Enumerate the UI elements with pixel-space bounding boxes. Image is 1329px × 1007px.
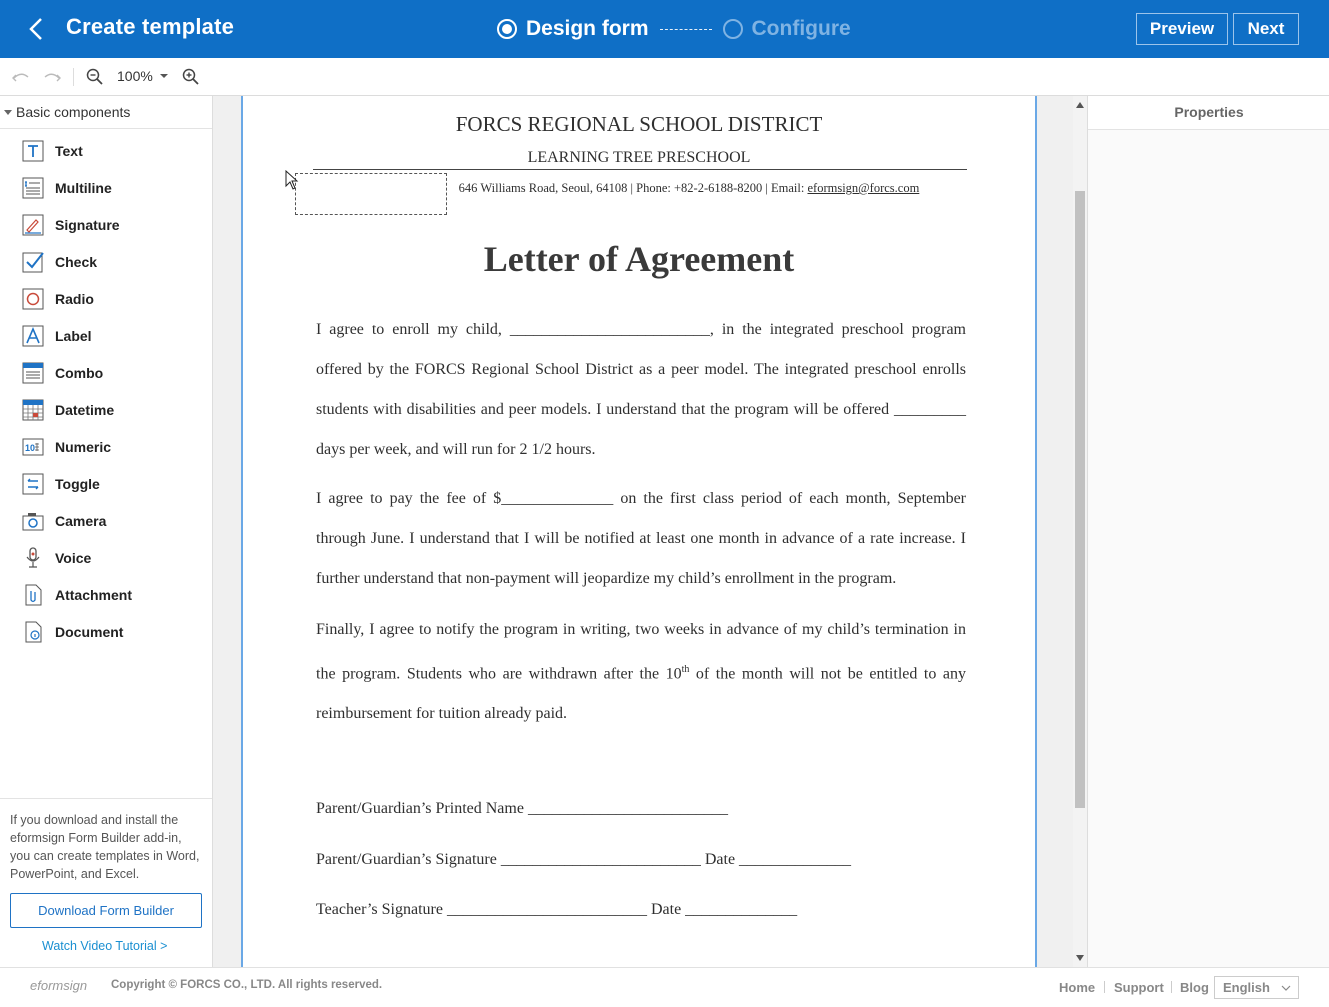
component-signature[interactable]: [0, 207, 212, 244]
components-panel: [0, 96, 213, 967]
component-label: Combo: [55, 365, 104, 381]
component-attachment[interactable]: [0, 577, 212, 614]
component-combo[interactable]: [0, 355, 212, 392]
component-radio[interactable]: [0, 281, 212, 318]
language-select[interactable]: [1214, 976, 1299, 999]
download-form-builder-button[interactable]: Download Form Builder: [10, 893, 202, 928]
zoom-out-icon[interactable]: [85, 67, 105, 87]
parent-signature-line: Parent/Guardian’s Signature _________________________ Date ______________: [316, 851, 852, 868]
step-design-form[interactable]: [497, 17, 649, 41]
back-arrow-icon[interactable]: [24, 15, 50, 43]
document-school-name: LEARNING TREE PRESCHOOL: [527, 149, 751, 166]
step-label: Configure: [751, 17, 851, 40]
multiline-icon: [21, 176, 45, 200]
undo-icon[interactable]: [11, 67, 31, 87]
canvas-scrollbar[interactable]: [1073, 96, 1087, 967]
component-document[interactable]: [0, 614, 212, 651]
editor-toolbar: [0, 58, 1329, 96]
step-divider: [660, 29, 712, 30]
text-field-icon: [21, 139, 45, 163]
document-title: Letter of Agreement: [483, 239, 795, 279]
address-text: 646 Williams Road, Seoul, 64108 | Phone: +82-2-6188-8200 | Email:: [458, 181, 808, 195]
footer-divider: [1171, 981, 1172, 993]
app-header: [0, 0, 1329, 58]
numeric-icon: [21, 435, 45, 459]
step-indicator: [497, 14, 851, 44]
home-link[interactable]: Home: [1059, 980, 1096, 995]
component-label: Signature: [55, 217, 120, 233]
page-title: Create template: [66, 14, 235, 39]
paragraph-text: of the month will not be entitled to any reimbursement for tuition already paid.: [316, 665, 967, 723]
support-link[interactable]: Support: [1114, 980, 1164, 995]
paragraph-fee: I agree to pay the fee of $______________ on the first class period of each month, September through June. I understand that I will be notified at least one month in advance of a rate increase. I further understand that non-payment will jeopardize my child’s enrollment in the program.: [316, 490, 966, 587]
radio-icon: [21, 287, 45, 311]
form-builder-promo: [0, 798, 212, 967]
component-camera[interactable]: [0, 503, 212, 540]
component-label: Voice: [55, 550, 92, 566]
component-label[interactable]: [0, 318, 212, 355]
paperclip-icon: [21, 583, 45, 607]
language-value: English: [1223, 980, 1270, 995]
svg-text:10: 10: [25, 443, 36, 453]
app-footer: [0, 967, 1329, 1007]
signature-icon: [21, 213, 45, 237]
preview-button[interactable]: Preview: [1136, 13, 1228, 45]
properties-panel: [1087, 96, 1329, 967]
zoom-level[interactable]: 100%: [117, 68, 153, 84]
component-label: Multiline: [55, 180, 112, 196]
label-icon: [21, 324, 45, 348]
section-title: Basic components: [16, 104, 131, 120]
eformsign-logo: eformsign: [30, 978, 88, 993]
combo-icon: [21, 361, 45, 385]
component-numeric[interactable]: [0, 429, 212, 466]
component-text[interactable]: [0, 133, 212, 170]
email-link: eformsign@forcs.com: [807, 181, 920, 195]
watch-video-tutorial-link[interactable]: Watch Video Tutorial >: [42, 939, 168, 953]
component-label: Numeric: [55, 439, 112, 455]
component-label: Radio: [55, 291, 94, 307]
camera-icon: [21, 509, 45, 533]
scroll-up-icon[interactable]: [1076, 102, 1084, 108]
basic-components-header[interactable]: [0, 96, 212, 129]
next-button[interactable]: Next: [1233, 13, 1299, 45]
component-label: Text: [55, 143, 83, 159]
component-check[interactable]: [0, 244, 212, 281]
document-page[interactable]: [241, 96, 1037, 967]
blog-link[interactable]: Blog: [1180, 980, 1209, 995]
chevron-down-icon: [1281, 984, 1291, 992]
component-label: Toggle: [55, 476, 100, 492]
header-rule: [313, 169, 967, 170]
copyright-text: Copyright © FORCS CO., LTD. All rights reserved.: [111, 979, 383, 991]
redo-icon[interactable]: [42, 67, 62, 87]
component-label: Datetime: [55, 402, 115, 418]
component-label: Attachment: [55, 587, 133, 603]
paragraph-enrollment: I agree to enroll my child, _________________________, in the integrated preschool program offered by the FORCS Regional School District as a peer model. The integrated preschool enrolls students with disabilities and peer models. I understand that the program will be offered _________ days per week, and will run for 2 1/2 hours.: [316, 321, 966, 458]
printed-name-line: Parent/Guardian’s Printed Name _________________________: [316, 800, 728, 817]
component-label: Camera: [55, 513, 107, 529]
caret-down-icon: [3, 107, 13, 117]
component-label: Label: [55, 328, 92, 344]
step-active-radio-icon: [497, 19, 517, 39]
properties-title: Properties: [1088, 96, 1329, 130]
superscript: th: [681, 664, 690, 675]
toolbar-divider: [73, 68, 74, 86]
calendar-icon: [21, 398, 45, 422]
component-multiline[interactable]: [0, 170, 212, 207]
component-label: Check: [55, 254, 98, 270]
step-configure[interactable]: [723, 17, 851, 41]
scrollbar-thumb[interactable]: [1075, 191, 1085, 808]
field-selection-box[interactable]: [295, 173, 447, 215]
scroll-down-icon[interactable]: [1076, 955, 1084, 961]
component-toggle[interactable]: [0, 466, 212, 503]
zoom-in-icon[interactable]: [181, 67, 201, 87]
design-canvas: [213, 96, 1073, 967]
microphone-icon: [21, 546, 45, 570]
checkbox-icon: [21, 250, 45, 274]
teacher-signature-line: Teacher’s Signature _________________________ Date ______________: [316, 901, 798, 918]
step-label: Design form: [526, 17, 649, 40]
paragraph-termination: [316, 610, 966, 734]
toggle-icon: [21, 472, 45, 496]
document-org-name: FORCS REGIONAL SCHOOL DISTRICT: [455, 112, 823, 136]
mouse-pointer-icon: [285, 170, 299, 190]
form-builder-note: If you download and install the eformsign Form Builder add-in, you can create templates in Word, PowerPoint, and Excel.: [10, 813, 200, 881]
step-inactive-radio-icon: [723, 19, 743, 39]
document-info-icon: [21, 620, 45, 644]
footer-divider: [1104, 981, 1105, 993]
component-label: Document: [55, 624, 124, 640]
component-datetime[interactable]: [0, 392, 212, 429]
paragraph-text: Finally, I agree to notify the program in writing, two weeks in advance of my child’s termination in the program. Students who are withdrawn after the 10: [316, 621, 966, 683]
chevron-down-icon[interactable]: [158, 69, 170, 81]
component-voice[interactable]: [0, 540, 212, 577]
